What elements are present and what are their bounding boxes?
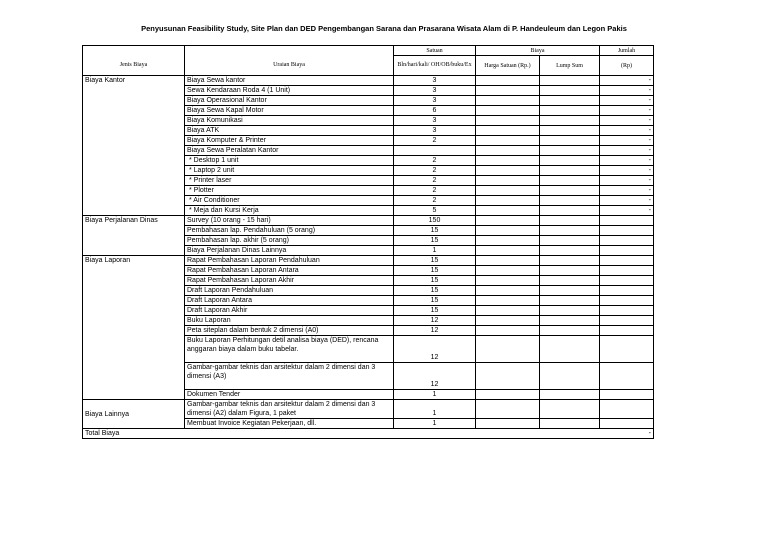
satuan-cell: 15 [394, 286, 476, 296]
harga-satuan-cell [476, 326, 540, 336]
satuan-cell: 3 [394, 126, 476, 136]
uraian-biaya-cell: Peta siteplan dalam bentuk 2 dimensi (A0) [185, 326, 394, 336]
jumlah-cell [600, 419, 654, 429]
uraian-biaya-cell: Biaya Komunikasi [185, 116, 394, 126]
jumlah-cell [600, 296, 654, 306]
table-row [83, 106, 654, 116]
uraian-biaya-cell: Biaya Operasional Kantor [185, 96, 394, 106]
table-row [83, 296, 654, 306]
lump-sum-cell [540, 226, 600, 236]
lump-sum-cell [540, 186, 600, 196]
lump-sum-cell [540, 276, 600, 286]
jenis-biaya-cell [83, 286, 185, 296]
satuan-cell: 2 [394, 166, 476, 176]
harga-satuan-cell [476, 306, 540, 316]
lump-sum-cell [540, 126, 600, 136]
jumlah-cell: - [600, 186, 654, 196]
header-biaya: Biaya [476, 46, 600, 56]
uraian-biaya-cell: Biaya Sewa kantor [185, 76, 394, 86]
uraian-biaya-cell: Gambar-gambar teknis dan arsitektur dalam 2 dimensi dan 3 dimensi (A3) [185, 363, 394, 390]
jenis-biaya-cell [83, 306, 185, 316]
satuan-cell: 1 [394, 419, 476, 429]
lump-sum-cell [540, 266, 600, 276]
jumlah-cell: - [600, 206, 654, 216]
lump-sum-cell [540, 326, 600, 336]
jumlah-cell [600, 306, 654, 316]
total-jumlah: - [600, 429, 654, 439]
satuan-cell: 12 [394, 316, 476, 326]
cost-table [82, 45, 654, 439]
document-title: Penyusunan Feasibility Study, Site Plan dan DED Pengembangan Sarana dan Prasarana Wisata Alam di P. Handeuleum dan Legon Pakis [141, 24, 627, 33]
header-satuan: Satuan [394, 46, 476, 56]
jenis-biaya-cell [83, 326, 185, 336]
satuan-cell: 1 [394, 390, 476, 400]
lump-sum-cell [540, 96, 600, 106]
harga-satuan-cell [476, 316, 540, 326]
table-row [83, 156, 654, 166]
table-row [83, 266, 654, 276]
header-cell-empty [185, 46, 394, 56]
jumlah-cell [600, 286, 654, 296]
uraian-biaya-cell: Dokumen Tender [185, 390, 394, 400]
lump-sum-cell [540, 216, 600, 226]
lump-sum-cell [540, 176, 600, 186]
jumlah-cell [600, 390, 654, 400]
table-row [83, 96, 654, 106]
table-row [83, 336, 654, 363]
harga-satuan-cell [476, 336, 540, 363]
jenis-biaya-cell [83, 419, 185, 429]
jumlah-cell [600, 316, 654, 326]
table-row [83, 316, 654, 326]
harga-satuan-cell [476, 390, 540, 400]
lump-sum-cell [540, 206, 600, 216]
uraian-biaya-cell: * Laptop 2 unit [185, 166, 394, 176]
jumlah-cell: - [600, 166, 654, 176]
harga-satuan-cell [476, 246, 540, 256]
table-row [83, 166, 654, 176]
satuan-cell: 5 [394, 206, 476, 216]
header-satuan-units: Bln/hari/kali/ OH/OB/buku/Ex [394, 56, 476, 76]
jumlah-cell: - [600, 96, 654, 106]
harga-satuan-cell [476, 206, 540, 216]
jenis-biaya-cell [83, 196, 185, 206]
satuan-cell: 2 [394, 196, 476, 206]
harga-satuan-cell [476, 156, 540, 166]
harga-satuan-cell [476, 256, 540, 266]
lump-sum-cell [540, 86, 600, 96]
uraian-biaya-cell: Pembahasan lap. akhir (5 orang) [185, 236, 394, 246]
satuan-cell: 15 [394, 306, 476, 316]
jumlah-cell [600, 336, 654, 363]
satuan-cell: 12 [394, 326, 476, 336]
lump-sum-cell [540, 419, 600, 429]
satuan-cell: 2 [394, 186, 476, 196]
lump-sum-cell [540, 166, 600, 176]
harga-satuan-cell [476, 186, 540, 196]
uraian-biaya-cell: * Desktop 1 unit [185, 156, 394, 166]
jenis-biaya-cell [83, 246, 185, 256]
jenis-biaya-cell [83, 146, 185, 156]
jenis-biaya-cell: Biaya Lainnya [83, 400, 185, 419]
jenis-biaya-cell [83, 86, 185, 96]
harga-satuan-cell [476, 216, 540, 226]
header-jumlah: Jumlah [600, 46, 654, 56]
jenis-biaya-cell [83, 166, 185, 176]
satuan-cell: 15 [394, 236, 476, 246]
jumlah-cell [600, 256, 654, 266]
jenis-biaya-cell [83, 106, 185, 116]
lump-sum-cell [540, 246, 600, 256]
jenis-biaya-cell [83, 276, 185, 286]
uraian-biaya-cell: Biaya Komputer & Printer [185, 136, 394, 146]
jumlah-cell [600, 236, 654, 246]
table-row [83, 419, 654, 429]
lump-sum-cell [540, 296, 600, 306]
satuan-cell: 1 [394, 246, 476, 256]
table-row [83, 246, 654, 256]
jenis-biaya-cell [83, 390, 185, 400]
satuan-cell: 12 [394, 363, 476, 390]
jumlah-cell: - [600, 126, 654, 136]
uraian-biaya-cell: Biaya Sewa Peralatan Kantor [185, 146, 394, 156]
header-row-2 [83, 56, 654, 76]
jumlah-cell [600, 276, 654, 286]
lump-sum-cell [540, 400, 600, 419]
harga-satuan-cell [476, 276, 540, 286]
table-row [83, 276, 654, 286]
satuan-cell: 3 [394, 76, 476, 86]
jumlah-cell: - [600, 146, 654, 156]
harga-satuan-cell [476, 86, 540, 96]
jumlah-cell [600, 246, 654, 256]
uraian-biaya-cell: * Meja dan Kursi Kerja [185, 206, 394, 216]
lump-sum-cell [540, 336, 600, 363]
lump-sum-cell [540, 196, 600, 206]
uraian-biaya-cell: Pembahasan lap. Pendahuluan (5 orang) [185, 226, 394, 236]
lump-sum-cell [540, 116, 600, 126]
jumlah-cell [600, 326, 654, 336]
lump-sum-cell [540, 236, 600, 246]
harga-satuan-cell [476, 286, 540, 296]
table-row [83, 86, 654, 96]
jenis-biaya-cell: Biaya Perjalanan Dinas [83, 216, 185, 226]
uraian-biaya-cell: Buku Laporan Perhitungan detil analisa biaya (DED), rencana anggaran biaya dalam buku tabelar. [185, 336, 394, 363]
satuan-cell: 2 [394, 176, 476, 186]
uraian-biaya-cell: Gambar-gambar teknis dan arsitektur dalam 2 dimensi dan 3 dimensi (A2) dalam Figura, 1 paket [185, 400, 394, 419]
harga-satuan-cell [476, 106, 540, 116]
table-row [83, 126, 654, 136]
jenis-biaya-cell [83, 136, 185, 146]
jenis-biaya-cell [83, 126, 185, 136]
header-jumlah-rp: (Rp) [600, 56, 654, 76]
lump-sum-cell [540, 363, 600, 390]
table-row [83, 326, 654, 336]
uraian-biaya-cell: Membuat Invoice Kegiatan Pekerjaan, dll. [185, 419, 394, 429]
harga-satuan-cell [476, 296, 540, 306]
table-row [83, 206, 654, 216]
harga-satuan-cell [476, 136, 540, 146]
lump-sum-cell [540, 156, 600, 166]
harga-satuan-cell [476, 96, 540, 106]
uraian-biaya-cell: Draft Laporan Akhir [185, 306, 394, 316]
header-row-1 [83, 46, 654, 56]
lump-sum-cell [540, 136, 600, 146]
harga-satuan-cell [476, 226, 540, 236]
header-uraian-biaya: Uraian Biaya [185, 56, 394, 76]
satuan-cell [394, 146, 476, 156]
table-row [83, 236, 654, 246]
uraian-biaya-cell: * Printer laser [185, 176, 394, 186]
uraian-biaya-cell: Survey (10 orang - 15 hari) [185, 216, 394, 226]
table-row [83, 363, 654, 390]
uraian-biaya-cell: * Plotter [185, 186, 394, 196]
jumlah-cell: - [600, 86, 654, 96]
table-row [83, 186, 654, 196]
lump-sum-cell [540, 76, 600, 86]
harga-satuan-cell [476, 176, 540, 186]
harga-satuan-cell [476, 116, 540, 126]
uraian-biaya-cell: * Air Conditioner [185, 196, 394, 206]
jenis-biaya-cell [83, 186, 185, 196]
harga-satuan-cell [476, 126, 540, 136]
total-label: Total Biaya [83, 429, 600, 439]
table-row [83, 286, 654, 296]
table-row [83, 146, 654, 156]
jenis-biaya-cell: Biaya Laporan [83, 256, 185, 266]
jumlah-cell: - [600, 76, 654, 86]
harga-satuan-cell [476, 419, 540, 429]
total-row [83, 429, 654, 439]
uraian-biaya-cell: Rapat Pembahasan Laporan Akhir [185, 276, 394, 286]
satuan-cell: 150 [394, 216, 476, 226]
jenis-biaya-cell [83, 316, 185, 326]
satuan-cell: 3 [394, 86, 476, 96]
jumlah-cell: - [600, 176, 654, 186]
uraian-biaya-cell: Sewa Kendaraan Roda 4 (1 Unit) [185, 86, 394, 96]
jenis-biaya-cell [83, 226, 185, 236]
table-row [83, 390, 654, 400]
header-lump-sum: Lump Sum [540, 56, 600, 76]
jenis-biaya-cell [83, 363, 185, 390]
satuan-cell: 15 [394, 226, 476, 236]
table-row [83, 196, 654, 206]
satuan-cell: 15 [394, 256, 476, 266]
table-row [83, 116, 654, 126]
uraian-biaya-cell: Rapat Pembahasan Laporan Antara [185, 266, 394, 276]
lump-sum-cell [540, 256, 600, 266]
table-row [83, 306, 654, 316]
jumlah-cell: - [600, 106, 654, 116]
jumlah-cell: - [600, 116, 654, 126]
table-row [83, 176, 654, 186]
uraian-biaya-cell: Buku Laporan [185, 316, 394, 326]
satuan-cell: 15 [394, 276, 476, 286]
uraian-biaya-cell: Biaya ATK [185, 126, 394, 136]
header-jenis-biaya: Jenis Biaya [83, 56, 185, 76]
harga-satuan-cell [476, 400, 540, 419]
header-cell-empty [83, 46, 185, 56]
lump-sum-cell [540, 306, 600, 316]
lump-sum-cell [540, 146, 600, 156]
jenis-biaya-cell [83, 96, 185, 106]
lump-sum-cell [540, 106, 600, 116]
jenis-biaya-cell [83, 176, 185, 186]
lump-sum-cell [540, 390, 600, 400]
table-row [83, 216, 654, 226]
uraian-biaya-cell: Draft Laporan Pendahuluan [185, 286, 394, 296]
jumlah-cell [600, 266, 654, 276]
lump-sum-cell [540, 316, 600, 326]
satuan-cell: 15 [394, 296, 476, 306]
satuan-cell: 2 [394, 156, 476, 166]
harga-satuan-cell [476, 236, 540, 246]
table-row [83, 400, 654, 419]
uraian-biaya-cell: Biaya Sewa Kapal Motor [185, 106, 394, 116]
jenis-biaya-cell [83, 156, 185, 166]
jenis-biaya-cell [83, 236, 185, 246]
uraian-biaya-cell: Rapat Pembahasan Laporan Pendahuluan [185, 256, 394, 266]
jumlah-cell [600, 216, 654, 226]
table-row [83, 76, 654, 86]
jenis-biaya-cell [83, 116, 185, 126]
jumlah-cell [600, 363, 654, 390]
satuan-cell: 6 [394, 106, 476, 116]
jenis-biaya-cell [83, 336, 185, 363]
jumlah-cell [600, 226, 654, 236]
satuan-cell: 3 [394, 116, 476, 126]
harga-satuan-cell [476, 363, 540, 390]
table-row [83, 226, 654, 236]
jumlah-cell: - [600, 136, 654, 146]
harga-satuan-cell [476, 146, 540, 156]
lump-sum-cell [540, 286, 600, 296]
jenis-biaya-cell [83, 206, 185, 216]
satuan-cell: 1 [394, 400, 476, 419]
harga-satuan-cell [476, 266, 540, 276]
satuan-cell: 15 [394, 266, 476, 276]
satuan-cell: 3 [394, 96, 476, 106]
jumlah-cell [600, 400, 654, 419]
jenis-biaya-cell [83, 296, 185, 306]
jenis-biaya-cell [83, 266, 185, 276]
jenis-biaya-cell: Biaya Kantor [83, 76, 185, 86]
jumlah-cell: - [600, 156, 654, 166]
satuan-cell: 2 [394, 136, 476, 146]
harga-satuan-cell [476, 196, 540, 206]
table-row [83, 136, 654, 146]
table-row [83, 256, 654, 266]
uraian-biaya-cell: Biaya Perjalanan Dinas Lainnya [185, 246, 394, 256]
jumlah-cell: - [600, 196, 654, 206]
header-harga-satuan: Harga Satuan (Rp.) [476, 56, 540, 76]
harga-satuan-cell [476, 76, 540, 86]
satuan-cell: 12 [394, 336, 476, 363]
harga-satuan-cell [476, 166, 540, 176]
uraian-biaya-cell: Draft Laporan Antara [185, 296, 394, 306]
